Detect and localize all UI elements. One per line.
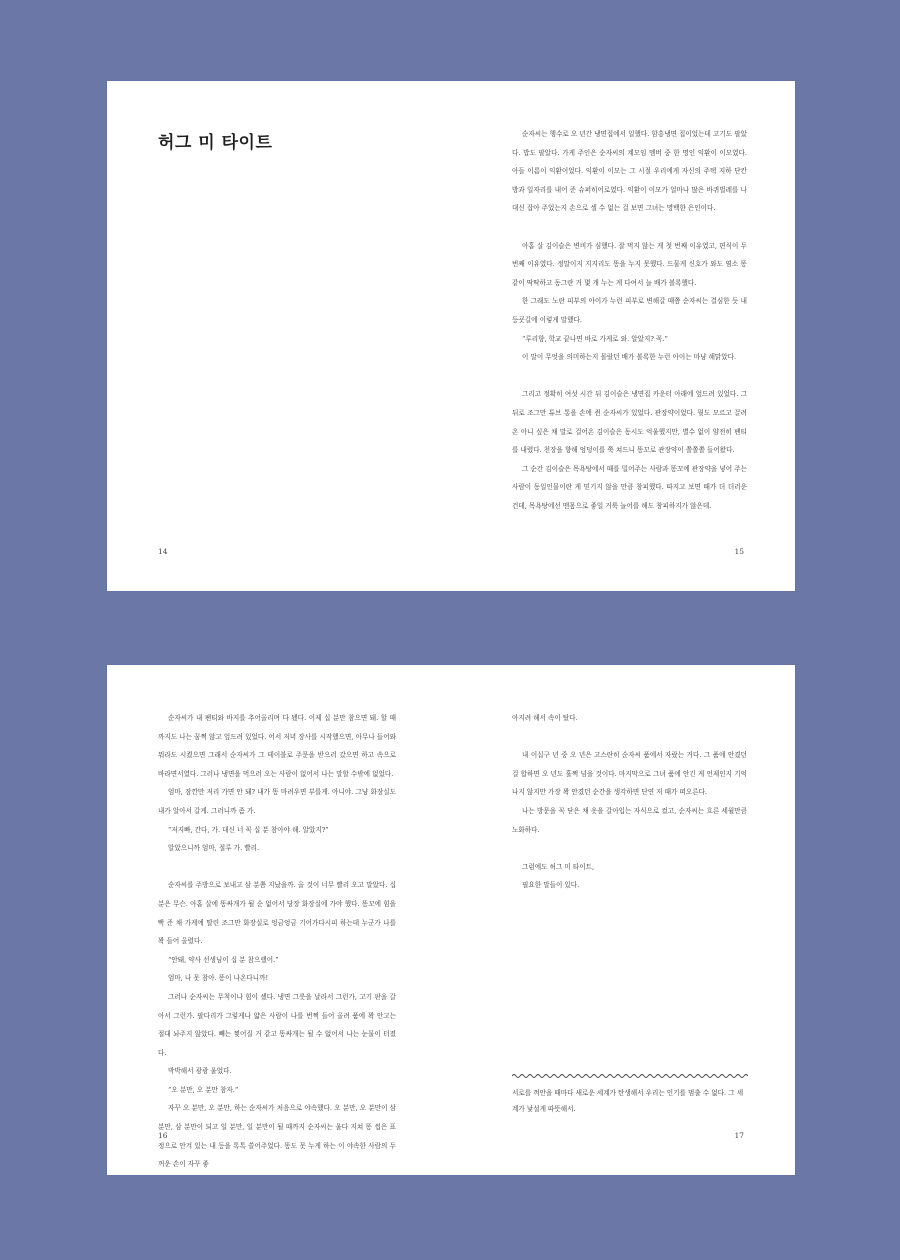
paragraph: 그럼에도 허그 미 타이트, [522,862,595,871]
paragraph: 엄마, 잠깐만 저리 가면 안 돼? 내가 똥 마려우면 부를게. 아니야. 그냥 화장실도 내가 알아서 갈게. 그러니까 좀 가. [158,788,396,815]
paragraph: 그러나 순자씨는 무척이나 힘이 셌다. 냉면 그릇을 날라서 그런가, 고기 판을 갈아서 그런가. 팔다리가 그렇게나 얇은 사람이 나를 번쩍 들어 올려 품에 꽉 안고는 절대 놔주지 않았다. 빼는 찢어질 거 같고 똥싸개는 될 수 없어서 나는 눈물이 터졌다. [158,992,396,1057]
paragraph: 박박해서 광광 울었다. [168,1067,232,1076]
paragraph: 순자씨를 주방으로 보내고 삼 분쯤 지났을까. 올 것이 너무 빨리 오고 말았다. 십 분은 무슨. 아홉 살에 똥싸개가 될 순 없어서 당장 화장실에 가야 했다. 똥꼬에 힘을 빡 준 채 가게에 딸린 조그만 화장실로 엉금엉금 기어가다시피 하는데 누군가 나를 꽉 들어 올렸다. [158,881,396,946]
paragraph: 필요한 말들이 있다. [522,881,580,890]
paragraph: “루리향, 학교 끝나면 바로 가게로 와. 알았지? 꼭.” [522,334,668,343]
book-spread-bottom [107,665,795,1175]
paragraph: 알았으니까 엄마, 절루 가. 빨리. [168,844,260,853]
page-number: 14 [158,547,168,556]
page-16 [107,665,451,1175]
page-17 [451,665,795,1175]
page-number: 15 [734,547,744,556]
page-14 [107,81,451,591]
paragraph: “안돼, 약사 선생님이 십 분 참으랬어.” [168,955,279,964]
paragraph: 아지려 해서 속이 탔다. [512,714,578,722]
paragraph: 내 이십구 년 중 오 년은 고스란히 순자씨 품에서 자랐는 거다. 그 품에 안겼던 걸 합하면 오 년도 훌쩍 넘을 것이다. 마지막으로 그녀 품에 안긴 게 언제인지 기억나지 않지만 가장 꽉 안겼던 순간을 생각하면 단연 저 때가 떠오른다. [512,751,747,797]
book-spread-top [107,81,795,591]
body-text [512,709,747,895]
paragraph: 그 순간 김이슬은 목욕탕에서 때를 밀어주는 사람과 똥꼬에 관장약을 넣어 주는 사람이 동일인물이란 게 믿기지 않을 만큼 창피했다. 따지고 보면 때가 더 더러운 건데, 목욕탕에선 맨몸으로 좋일 거룩 늘어를 해도 창피하지가 않은데. [512,464,747,510]
paragraph: 엄마, 나 못 참아. 똥이 나온다니까! [168,974,269,983]
page-number: 16 [158,1131,168,1140]
body-text [512,125,747,515]
paragraph: “오 분만, 오 분만 참자.” [168,1085,239,1094]
paragraph: 그리고 정확히 여섯 시간 뒤 김이슬은 냉면집 카운터 아래에 엎드려 있었다. 그 뒤로 조그만 튜브 통을 손에 쥔 순자씨가 있었다. 관장약이었다. 뭣도 모르고 끌려온 아니 싶은 채 말로 걸어온 김이슬은 동시도 억울했지만, 별수 없이 얌전히 팬티를 내렸다. 천장을 향해 엉덩이를 쭉 쳐드니 똥꼬로 관장약이 쫄쫄쫄 들어왔다. [512,390,747,455]
paragraph: 아홉 살 김이슬은 변비가 심했다. 잘 먹지 않는 게 첫 번째 이유였고, 편식이 두 번째 이유였다. 정말이지 지지리도 똥을 누지 못했다. 드물게 신호가 와도 염소 똥같이 딱딱하고 동그란 거 몇 개 누는 게 다여서 늘 배가 볼록했다. [512,241,747,287]
footnote: 서로를 껴안을 때마다 새로운 세계가 탄생해서 우리는 인기를 멈출 수 없다. 그 세계가 낯설게 따뜻해서. [512,1089,744,1113]
paragraph: 순자씨가 내 팬티와 바지를 추어올리며 다 됐다. 이제 십 분만 참으면 돼. 할 때까지도 나는 꿈쩍 않고 엎드려 있었다. 어서 저녁 장사를 시작했으면, 아무나 들어와 뭐라도 시켰으면 그래서 순자씨가 그 테이블로 주문을 받으러 갔으면 하고 속으로 바라면서였다. 그러나 냉면을 먹으러 오는 사람이 없어서 나는 말할 수밖에 없었다. [158,714,396,778]
page-15 [451,81,795,591]
paragraph: 한 그래도 노란 피부의 아이가 누런 피부로 변해갈 때쯤 순자씨는 결심한 듯 내 등굣길에 이렇게 말했다. [512,297,747,324]
body-text [158,709,396,1174]
page-number: 17 [734,1131,744,1140]
chapter-title: 허그 미 타이트 [158,133,273,153]
paragraph: 나는 방문을 꼭 닫은 채 옷을 갈아입는 자식으로 컸고, 순자씨는 흐른 세월만큼 노화하다. [512,806,747,834]
paragraph: 자꾸 오 분만, 오 분만, 하는 순자씨가 처음으로 야속했다. 오 분만, 오 분만이 삼 분만, 삼 분만이 되고 일 분만, 일 분만이 될 때까지 순자씨는 울다 지쳐 똥 씹은 표정으로 안겨 있는 내 등을 톡톡 쓸어주었다. 똥도 못 누게 하는 이 야속한 사람의 두꺼운 손이 자꾸 좋 [158,1104,396,1169]
paragraph: “저지빠, 간다, 가. 대신 너 꼭 십 분 참아야 해. 알았지?” [168,825,329,834]
paragraph: 이 말이 무엇을 의미하는지 몰랐던 배가 볼록한 누런 아이는 마냥 해맑았다. [522,353,737,362]
wavy-divider [512,1072,748,1080]
paragraph: 순자씨는 행수로 오 년간 냉면집에서 일했다. 함흥냉면 집이었는데 고기도 팔았다. 밥도 팔았다. 가게 주인은 순자씨의 계모임 멤버 중 한 명인 익환이 이모였다. 아들 이름이 익환이었다. 익환이 이모는 그 시절 우리에게 자신의 주택 지하 단칸방과 일자리를 내어 준 슈퍼히어로였다. 익환이 이모가 얼마나 많은 바퀴벌레를 나 대신 잡아 주었는지 손으로 셀 수 없는 걸 보면 그녀는 명백한 은인이다. [512,130,747,213]
